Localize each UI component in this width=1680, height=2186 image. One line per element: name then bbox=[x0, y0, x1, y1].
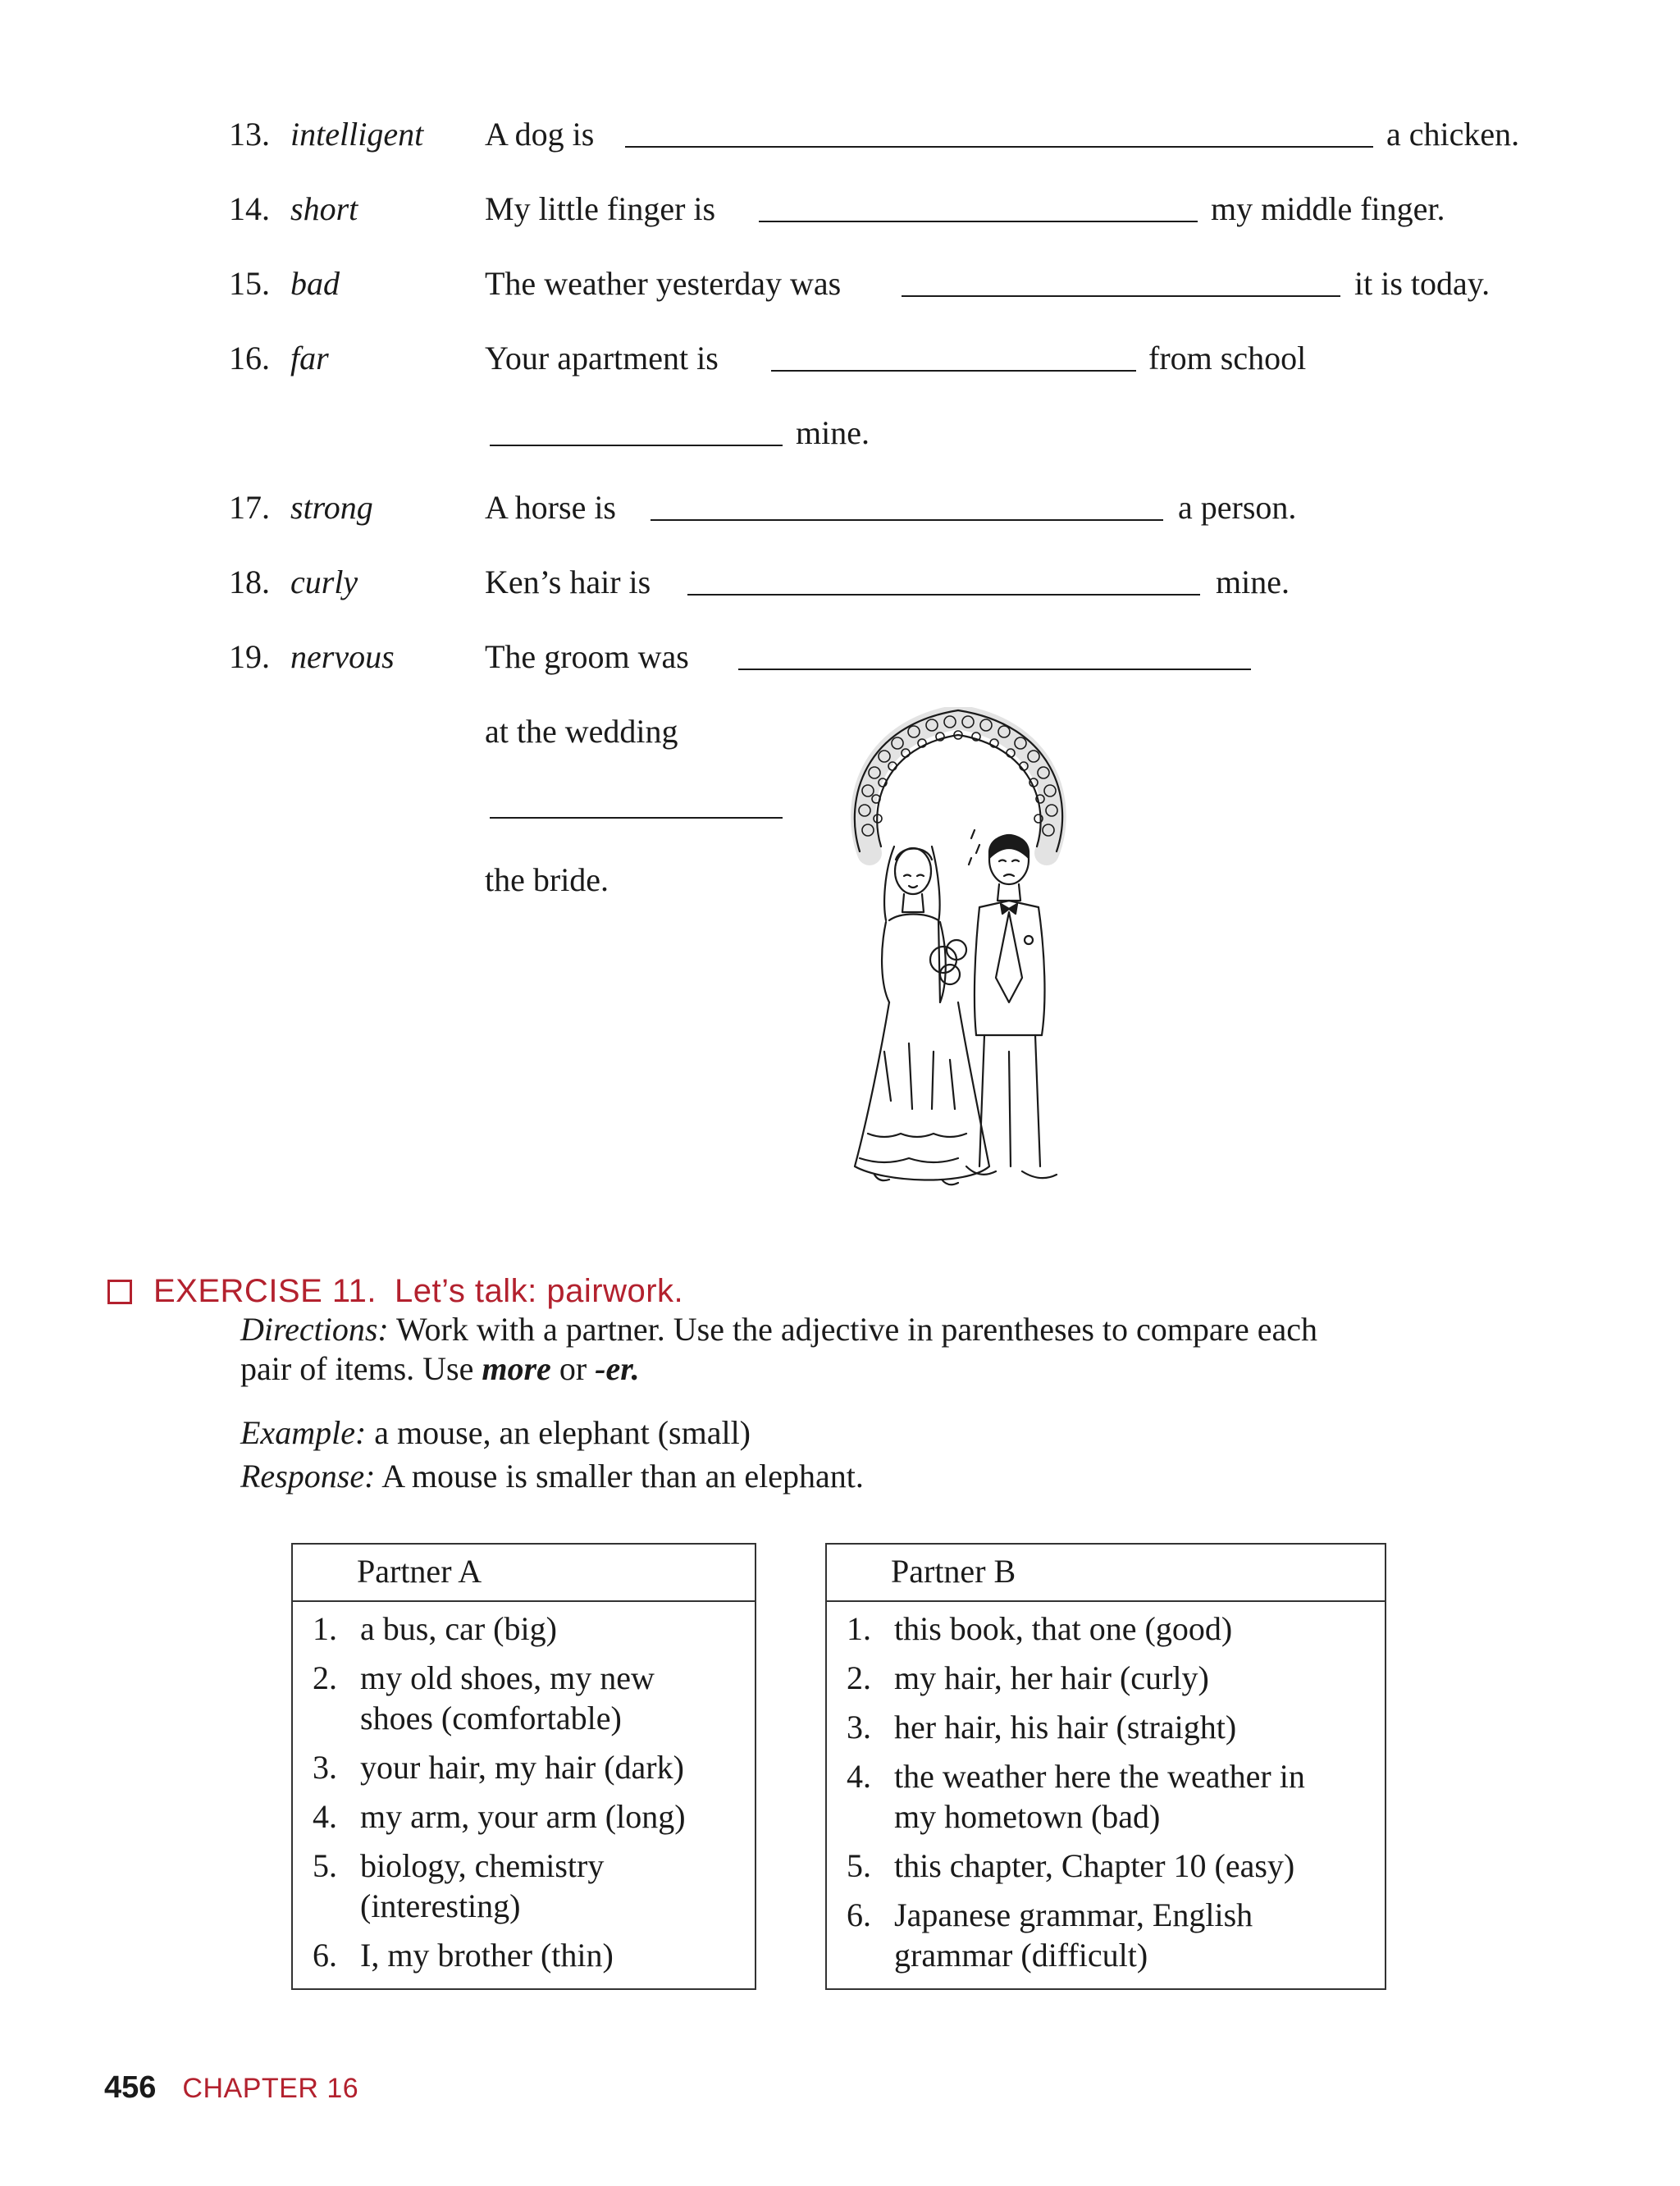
item-sentence-start: Your apartment is bbox=[485, 340, 719, 377]
item-sentence-start: The weather yesterday was bbox=[485, 265, 842, 302]
directions-er: -er. bbox=[595, 1350, 640, 1387]
item-sentence-start: Ken’s hair is bbox=[485, 564, 651, 600]
response-line bbox=[240, 1457, 864, 1496]
example-text: a mouse, an elephant (small) bbox=[374, 1414, 751, 1451]
example-label: Example: bbox=[240, 1414, 367, 1451]
item-sentence-continued: at the wedding bbox=[485, 713, 678, 750]
wedding-couple-illustration bbox=[835, 707, 1081, 1225]
response-label: Response: bbox=[240, 1458, 376, 1495]
list-item: 6. Japanese grammar, English grammar (difficult) bbox=[847, 1896, 1253, 1974]
example-line bbox=[240, 1413, 751, 1453]
answer-blank[interactable] bbox=[902, 295, 1340, 297]
item-sentence-end: a person. bbox=[1178, 489, 1297, 526]
list-item: 5. biology, chemistry (interesting) bbox=[313, 1847, 605, 1924]
item-sentence-start: The groom was bbox=[485, 638, 689, 675]
item-number: 17. bbox=[229, 489, 270, 526]
answer-blank[interactable] bbox=[651, 519, 1163, 521]
item-adjective: nervous bbox=[290, 638, 395, 675]
exercise-label: EXERCISE 11. bbox=[153, 1273, 377, 1309]
bride-figure bbox=[855, 847, 989, 1184]
item-sentence-end: from school bbox=[1148, 340, 1307, 377]
page-footer bbox=[104, 2070, 358, 2106]
flower-arch-icon bbox=[855, 710, 1062, 853]
directions-text-2: pair of items. Use bbox=[240, 1350, 474, 1387]
chapter-label: CHAPTER 16 bbox=[182, 2073, 359, 2104]
directions-text: Work with a partner. Use the adjective in parentheses to compare each bbox=[395, 1311, 1317, 1348]
item-number: 14. bbox=[229, 190, 270, 227]
directions-label: Directions: bbox=[240, 1311, 389, 1348]
list-item: 2. my old shoes, my new shoes (comfortable) bbox=[313, 1659, 655, 1736]
list-item: 5. this chapter, Chapter 10 (easy) bbox=[847, 1847, 1295, 1884]
item-sentence-end: it is today. bbox=[1354, 265, 1491, 302]
list-item: 3. your hair, my hair (dark) bbox=[313, 1749, 684, 1786]
item-adjective: strong bbox=[290, 489, 373, 526]
item-sentence-start: My little finger is bbox=[485, 190, 716, 227]
item-adjective: short bbox=[290, 190, 358, 227]
answer-blank[interactable] bbox=[771, 370, 1136, 372]
item-number: 13. bbox=[229, 116, 270, 153]
partner-a-box bbox=[291, 1543, 756, 1990]
partner-a-title: Partner A bbox=[293, 1545, 755, 1602]
item-number: 18. bbox=[229, 564, 270, 600]
item-adjective: far bbox=[290, 340, 329, 377]
exercise-title bbox=[153, 1273, 683, 1310]
item-sentence-end: the bride. bbox=[485, 861, 609, 898]
item-number: 16. bbox=[229, 340, 270, 377]
item-adjective: curly bbox=[290, 564, 358, 600]
directions-or: or bbox=[559, 1350, 587, 1387]
directions-more: more bbox=[482, 1350, 551, 1387]
exercise-header bbox=[107, 1273, 683, 1310]
partner-b-box bbox=[825, 1543, 1386, 1990]
list-item: 3. her hair, his hair (straight) bbox=[847, 1709, 1237, 1746]
list-item: 2. my hair, her hair (curly) bbox=[847, 1659, 1209, 1696]
item-number: 19. bbox=[229, 638, 270, 675]
list-item: 1. a bus, car (big) bbox=[313, 1610, 557, 1647]
item-adjective: intelligent bbox=[290, 116, 424, 153]
item-sentence-start: A dog is bbox=[485, 116, 595, 153]
partner-b-title: Partner B bbox=[827, 1545, 1385, 1602]
groom-figure bbox=[966, 830, 1057, 1178]
item-sentence-start: A horse is bbox=[485, 489, 616, 526]
list-item: 1. this book, that one (good) bbox=[847, 1610, 1233, 1647]
item-sentence-end: a chicken. bbox=[1386, 116, 1520, 153]
list-item: 4. my arm, your arm (long) bbox=[313, 1798, 686, 1835]
answer-blank[interactable] bbox=[490, 445, 783, 446]
partner-a-list bbox=[293, 1602, 755, 1975]
directions-line-2 bbox=[240, 1349, 640, 1389]
list-item: 6. I, my brother (thin) bbox=[313, 1937, 614, 1974]
partner-b-list bbox=[827, 1602, 1385, 1975]
item-sentence-end: my middle finger. bbox=[1211, 190, 1445, 227]
list-item: 4. the weather here the weather in my hometown (bad) bbox=[847, 1758, 1305, 1835]
item-sentence-end: mine. bbox=[1216, 564, 1290, 600]
answer-blank[interactable] bbox=[490, 817, 783, 819]
answer-blank[interactable] bbox=[738, 669, 1251, 670]
answer-blank[interactable] bbox=[759, 221, 1198, 222]
item-adjective: bad bbox=[290, 265, 340, 302]
item-number: 15. bbox=[229, 265, 270, 302]
response-text: A mouse is smaller than an elephant. bbox=[381, 1458, 864, 1495]
exercise-checkbox[interactable] bbox=[107, 1280, 132, 1304]
exercise-heading: Let’s talk: pairwork. bbox=[395, 1273, 684, 1309]
item-sentence-continued: mine. bbox=[796, 414, 870, 451]
answer-blank[interactable] bbox=[687, 594, 1200, 596]
answer-blank[interactable] bbox=[625, 146, 1373, 148]
directions-line-1 bbox=[240, 1310, 1317, 1349]
page-number: 456 bbox=[104, 2070, 157, 2105]
